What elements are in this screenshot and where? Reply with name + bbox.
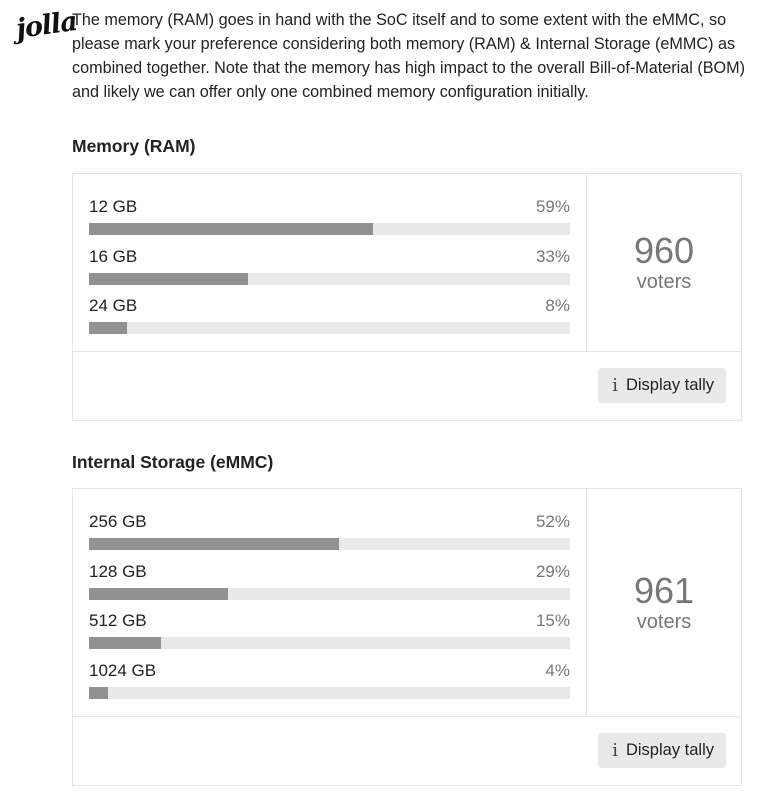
poll-option [89,295,570,345]
option-percent: 8% [545,296,570,315]
poll-footer [73,717,741,785]
poll-option [89,660,570,710]
poll-footer [73,352,741,420]
jolla-logo: jolla [14,5,79,46]
display-tally-button[interactable] [598,368,726,403]
display-tally-button[interactable] [598,733,726,768]
option-bar-track [89,273,570,285]
poll-option [89,561,570,611]
option-label: 24 GB [89,296,138,315]
option-percent: 29% [535,561,570,581]
voters-summary [587,489,741,716]
option-bar-fill [89,538,339,550]
option-bar-track [89,322,570,334]
poll-options [73,174,587,351]
poll-option [89,511,570,561]
post-body-text: The memory (RAM) goes in hand with the SoC itself and to some extent with the eMMC, so please mark your preference considering both memory (RAM) & Internal Storage (eMMC) as combined together. Note that the memory has high impact to the overall Bill-of-Material (BOM) and likely we can offer only one combined memory configuration initially. [72,11,745,101]
option-percent: 4% [545,660,570,680]
voters-label: voters [636,270,692,293]
option-bar-track [89,223,570,235]
info-icon: i [612,740,618,761]
option-bar-fill [89,687,108,699]
option-percent: 52% [535,512,570,531]
poll-title-memory: Memory (RAM) [72,136,196,156]
poll-storage [72,488,742,786]
poll-memory [72,173,742,421]
option-percent: 33% [535,246,570,266]
poll-option [89,196,570,246]
display-tally-label: Display tally [625,741,714,759]
option-label: 16 GB [89,246,138,266]
poll-title-storage: Internal Storage (eMMC) [72,452,274,472]
poll-options [73,489,587,716]
poll-option [89,246,570,296]
option-bar-track [89,687,570,699]
option-label: 256 GB [89,512,147,531]
voters-label: voters [636,610,692,633]
voters-count: 961 [633,569,695,611]
option-percent: 15% [535,611,570,630]
option-bar-fill [89,273,248,285]
option-label: 512 GB [89,611,147,630]
voters-summary [587,174,741,351]
poll-memory-results [73,174,741,352]
option-bar-fill [89,637,161,649]
option-bar-track [89,637,570,649]
option-bar-fill [89,322,127,334]
info-icon: i [612,375,618,396]
option-bar-track [89,588,570,600]
voters-count: 960 [633,229,695,271]
option-bar-fill [89,588,228,600]
display-tally-label: Display tally [625,376,714,394]
option-percent: 59% [535,197,570,216]
poll-storage-results [73,489,741,717]
option-bar-fill [89,223,373,235]
poll-option [89,610,570,660]
option-label: 1024 GB [89,660,157,680]
option-label: 12 GB [89,197,138,216]
option-label: 128 GB [89,561,147,581]
option-bar-track [89,538,570,550]
